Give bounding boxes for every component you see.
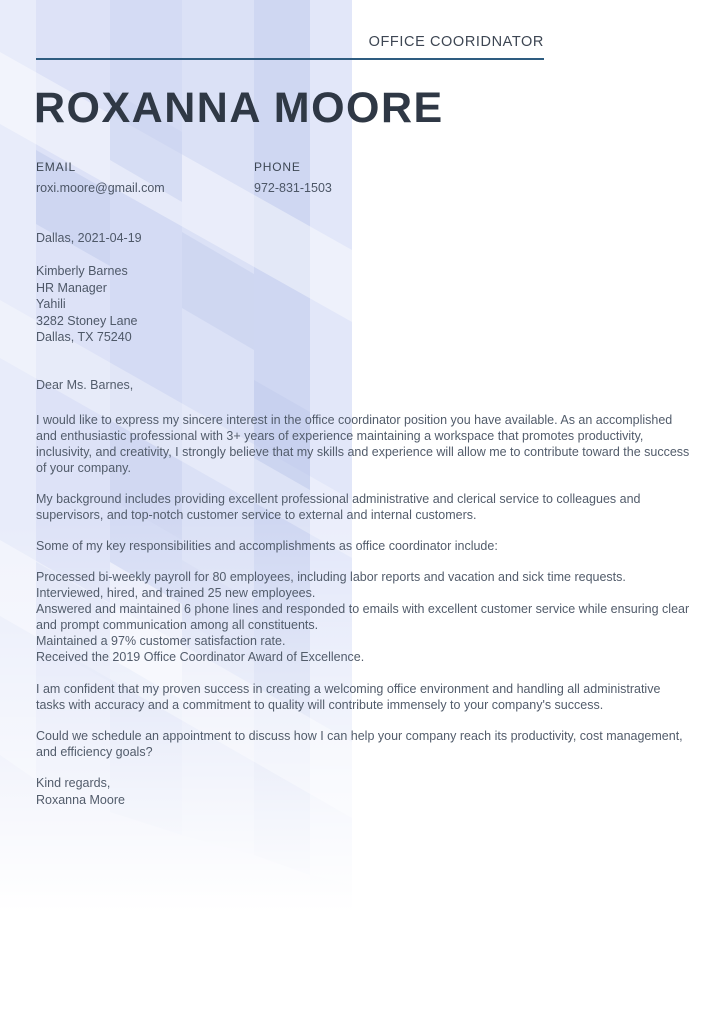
recipient-city: Dallas, TX 75240 <box>36 330 132 344</box>
accomplishment-item: Processed bi-weekly payroll for 80 employees, including labor reports and vacation and sick time requests. <box>36 570 626 584</box>
paragraph-confidence: I am confident that my proven success in creating a welcoming office environment and handling all administrative tasks with accuracy and a commitment to quality will contribute immensely to your company's success. <box>36 682 661 712</box>
recipient-title: HR Manager <box>36 280 107 295</box>
accomplishment-item: Maintained a 97% customer satisfaction rate. <box>36 634 286 648</box>
date-line: Dallas, 2021-04-19 <box>36 231 142 245</box>
paragraph-background: My background includes providing excellent professional administrative and clerical service to colleagues and supervisors, and top-notch customer service to external and internal customers. <box>36 492 641 522</box>
accomplishment-item: Answered and maintained 6 phone lines and responded to emails with excellent customer service while ensuring clear and prompt communication among all constituents. <box>36 602 690 632</box>
accomplishments-list <box>36 569 690 665</box>
paragraph-intro: I would like to express my sincere interest in the office coordinator position you have available. As an accomplished and enthusiastic professional with 3+ years of experience maintaining a workspace that promotes productivity, inclusivity, and creativity, I strongly believe that my skills and experience will allow me to contribute toward the success of your company. <box>36 413 690 475</box>
recipient-block <box>36 263 137 346</box>
paragraph-call-to-action: Could we schedule an appointment to discuss how I can help your company reach its productivity, cost management, and efficiency goals? <box>36 729 683 759</box>
contact-email-block <box>36 160 254 195</box>
email-value: roxi.moore@gmail.com <box>36 181 165 195</box>
accomplishment-item: Interviewed, hired, and trained 25 new employees. <box>36 586 316 600</box>
accomplishment-item: Received the 2019 Office Coordinator Award of Excellence. <box>36 650 365 664</box>
contact-info <box>36 160 332 195</box>
phone-label: PHONE <box>254 160 301 174</box>
paragraph-list-intro: Some of my key responsibilities and accomplishments as office coordinator include: <box>36 539 498 553</box>
valediction: Kind regards, <box>36 776 111 790</box>
phone-value: 972-831-1503 <box>254 181 332 195</box>
letter-body <box>36 377 690 808</box>
job-title: OFFICE COORIDNATOR <box>368 34 544 50</box>
recipient-street: 3282 Stoney Lane <box>36 313 138 328</box>
header <box>36 34 544 60</box>
email-label: EMAIL <box>36 160 77 174</box>
contact-phone-block <box>254 160 332 195</box>
header-divider-line <box>36 58 544 60</box>
salutation: Dear Ms. Barnes, <box>36 378 134 392</box>
closing-block <box>36 775 690 808</box>
applicant-name: ROXANNA MOORE <box>34 84 444 132</box>
recipient-name: Kimberly Barnes <box>36 264 128 278</box>
signature-name: Roxanna Moore <box>36 792 125 807</box>
recipient-company: Yahili <box>36 297 66 311</box>
